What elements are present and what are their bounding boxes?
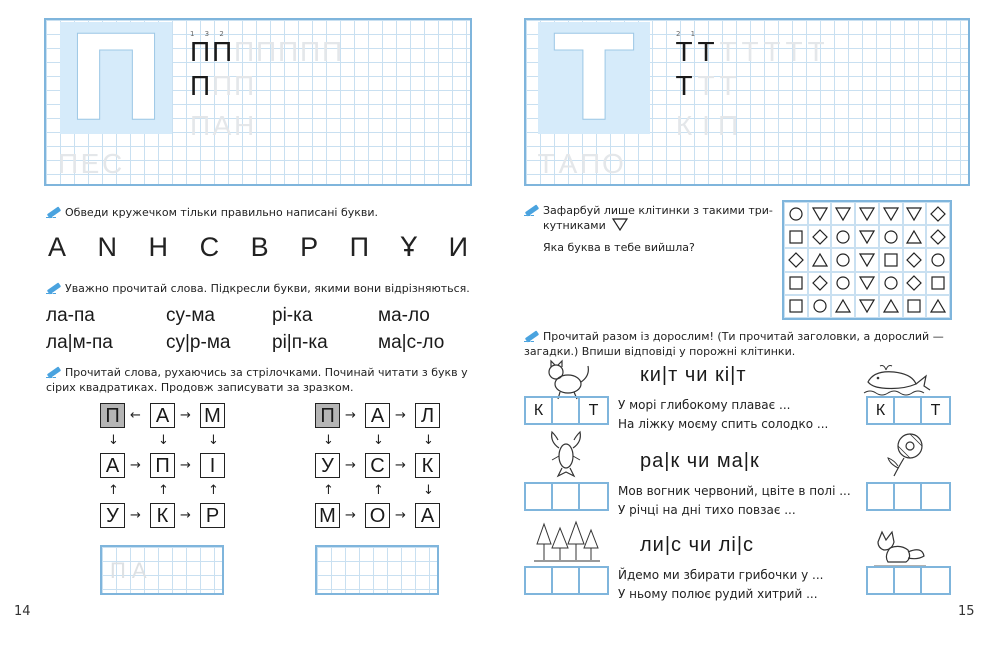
trace-letter: К [675,110,693,141]
arrow-icon: → [130,458,141,473]
trace-letter: П [234,36,255,67]
trace-letter: Т [807,36,825,67]
letter-cell: С [365,453,390,478]
shape-cell[interactable] [855,202,879,225]
answer-cell[interactable] [553,484,580,509]
crayfish-picture [544,428,588,478]
square-icon [788,298,804,314]
shape-cell[interactable] [879,295,903,318]
square-icon [788,229,804,245]
arrow-icon: → [345,408,356,423]
stroke-order-numbers: 1 3 2 [190,30,228,38]
shape-cell[interactable] [879,225,903,248]
shape-cell[interactable] [926,225,950,248]
word[interactable]: ма-ло [378,305,430,326]
circle-icon [835,252,851,268]
tri-down-icon [883,206,899,222]
letter-cell: А [365,403,390,428]
circle-icon [883,229,899,245]
riddle-line: У річці на дні тихо повзає ... [618,503,796,517]
arrow-icon: ↑ [158,483,169,498]
trace-letter: П [718,110,739,141]
trace-letter: Т [697,36,715,67]
riddle-heading: ра|к чи ма|к [640,450,760,472]
shape-cell[interactable] [831,248,855,271]
letter-option[interactable]: N [97,232,118,262]
arrow-icon: → [180,508,191,523]
answer-cell[interactable] [526,484,553,509]
answer-cell[interactable] [922,568,949,593]
tri-up-icon [812,252,828,268]
shape-cell[interactable] [784,272,808,295]
tri-down-icon [835,206,851,222]
trace-letter: П [322,36,343,67]
letter-cell: О [365,503,390,528]
square-icon [883,252,899,268]
trace-letter: П [212,70,233,101]
tri-down-icon [859,275,875,291]
arrow-icon: → [180,458,191,473]
letter-cell: А [100,453,125,478]
pencil-icon [46,282,62,294]
arrow-icon: ↓ [423,483,434,498]
shape-cell[interactable] [903,248,927,271]
arrow-icon: ↓ [208,433,219,448]
shape-cell[interactable] [903,202,927,225]
fox-picture [872,526,928,570]
word[interactable]: су-ма [166,305,215,326]
trace-letter: П [256,36,277,67]
answer-cell[interactable] [526,568,553,593]
letter-option[interactable]: В [250,232,269,262]
trace-letter: Т [741,36,759,67]
answer-cells[interactable] [866,396,951,425]
trace-letter: А [212,110,232,141]
riddle-heading: ки|т чи кі|т [640,364,747,386]
trace-letter: Т [763,36,781,67]
answer-sample: ПА [110,558,153,583]
trace-letter: А [558,148,578,179]
square-icon [930,275,946,291]
trace-letter: П [190,110,211,141]
arrow-icon: ↓ [423,433,434,448]
shape-cell[interactable] [831,202,855,225]
circle-icon [812,298,828,314]
task-question: Яка буква в тебе вийшла? [543,241,695,254]
riddle-text [618,482,851,520]
answer-cells[interactable] [866,482,951,511]
letter-option[interactable]: И [448,232,468,262]
answer-cell[interactable] [895,398,922,423]
shape-cell[interactable] [903,295,927,318]
letter-cell: К [150,503,175,528]
arrow-icon: → [395,408,406,423]
answer-cell[interactable] [868,484,895,509]
arrow-icon: → [345,508,356,523]
trace-letter: П [580,148,601,179]
trace-letter: П [278,36,299,67]
answer-box[interactable] [315,545,439,595]
trace-row [190,112,254,140]
trace-letter: Н [234,110,255,141]
square-icon [788,275,804,291]
trace-letter: Т [719,36,737,67]
letter-cell: У [315,453,340,478]
diamond-icon [812,275,828,291]
letter-option[interactable]: А [48,232,67,262]
riddle-text [618,396,828,434]
arrow-icon: ↓ [373,433,384,448]
answer-cells[interactable] [524,482,609,511]
answer-cell[interactable] [922,484,949,509]
shape-cell[interactable] [879,248,903,271]
circle-icon [835,275,851,291]
right-page [500,0,1000,650]
big-letter: Т [538,22,650,134]
answer-cell[interactable] [580,568,607,593]
arrow-icon: → [345,458,356,473]
triangle-down-icon [612,218,628,231]
word[interactable]: ла-па [46,305,95,326]
word[interactable]: ма|с-ло [378,332,445,353]
letter-cell: А [150,403,175,428]
answer-cell[interactable] [868,568,895,593]
letter-cell: У [100,503,125,528]
trace-row [674,72,738,100]
answer-cell[interactable]: Т [588,401,599,419]
circle-icon [835,229,851,245]
trace-row [190,38,342,66]
shape-cell[interactable] [855,295,879,318]
shape-cell[interactable] [926,295,950,318]
pencil-icon [524,330,540,342]
pencil-icon [46,206,62,218]
cat-picture [542,358,594,400]
poppy-picture [882,430,930,478]
page-number: 14 [14,604,31,619]
task-instruction: Уважно прочитай слова. Підкресли букви, якими вони відрізняються. [46,281,476,296]
diamond-icon [930,229,946,245]
answer-cell[interactable]: Т [930,401,941,419]
letter-cell: М [200,403,225,428]
shape-cell[interactable] [926,248,950,271]
answer-cell[interactable] [580,484,607,509]
shape-cell[interactable] [808,202,832,225]
shape-cell[interactable] [855,248,879,271]
pencil-icon [524,204,540,216]
answer-cells[interactable] [524,566,609,595]
tri-down-icon [859,298,875,314]
letter-option[interactable]: Н [148,232,169,262]
shape-cell[interactable] [784,202,808,225]
letter-cell: Л [415,403,440,428]
trace-letter: П [212,36,233,67]
shape-cell[interactable] [879,272,903,295]
letter-option[interactable]: П [349,232,370,262]
tri-up-icon [906,229,922,245]
letter-option[interactable]: С [199,232,220,262]
trace-row [536,150,622,178]
pencil-icon [46,366,62,378]
riddle-line: У ньому полює рудий хитрий ... [618,587,818,601]
answer-cell[interactable] [553,398,580,423]
letter-option[interactable]: Р [300,232,319,262]
task-instruction: Зафарбуй лише клітинки з такими три- кутниками [524,203,774,233]
shape-cell[interactable] [855,225,879,248]
trace-letter: Т [675,70,693,101]
arrow-icon: → [130,508,141,523]
arrow-icon: ↓ [108,433,119,448]
trace-row [58,150,122,178]
trace-letter: П [234,70,255,101]
trace-letter: П [190,36,211,67]
circle-icon [930,252,946,268]
shape-cell[interactable] [831,225,855,248]
shape-cell[interactable] [784,295,808,318]
trace-row [190,72,254,100]
arrow-icon: → [395,508,406,523]
answer-cells[interactable] [524,396,609,425]
word[interactable]: рі|п-ка [272,332,328,353]
riddle-text [618,566,823,604]
shape-cell[interactable] [879,202,903,225]
letters-line [48,232,468,263]
circle-icon [788,206,804,222]
tri-down-icon [859,206,875,222]
trace-letter: О [602,148,624,179]
trace-letter: П [300,36,321,67]
diamond-icon [812,229,828,245]
arrow-icon: ← [130,408,141,423]
task-instruction: Прочитай разом із дорослим! (Ти прочитай заголовки, а дорослий — загадки.) Впиши відповіді у порожні клітинки. [524,330,944,358]
trace-letter: Е [80,148,100,179]
tri-up-icon [930,298,946,314]
letter-cell: П [150,453,175,478]
word[interactable]: рі-ка [272,305,313,326]
start-letter-cell: П [315,403,340,428]
tri-down-icon [906,206,922,222]
arrow-icon: ↑ [208,483,219,498]
shape-cell[interactable] [903,272,927,295]
start-letter-cell: П [100,403,125,428]
trace-letter: Т [785,36,803,67]
trace-row [674,38,826,66]
trace-letter: Т [675,36,693,67]
answer-cell[interactable] [895,568,922,593]
square-icon [906,298,922,314]
trace-letter: Т [697,70,715,101]
shape-cell[interactable] [855,272,879,295]
riddle-heading: ли|с чи лі|с [640,534,755,556]
letter-option[interactable]: Ұ [400,232,418,263]
shape-cell[interactable] [903,225,927,248]
shape-cell[interactable] [808,225,832,248]
letter-cell: К [415,453,440,478]
letter-cell: М [315,503,340,528]
shape-cell[interactable] [784,248,808,271]
arrow-icon: ↑ [323,483,334,498]
word[interactable]: су|р-ма [166,332,231,353]
arrow-icon: ↑ [108,483,119,498]
answer-cells[interactable] [866,566,951,595]
stroke-order-numbers: 2 1 [676,30,700,38]
shape-cell[interactable] [831,295,855,318]
shape-cell[interactable] [831,272,855,295]
letter-cell: А [415,503,440,528]
arrow-icon: → [395,458,406,473]
diamond-icon [906,252,922,268]
letter-cell: І [200,453,225,478]
diamond-icon [930,206,946,222]
tri-down-icon [859,229,875,245]
shape-cell[interactable] [808,295,832,318]
answer-cell[interactable]: К [526,398,553,423]
diamond-icon [906,275,922,291]
trace-letter: Т [537,148,555,179]
arrow-icon: ↓ [323,433,334,448]
page-number: 15 [958,604,975,619]
trace-letter: І [702,110,710,141]
shapes-grid [782,200,952,320]
whale-picture [862,362,932,398]
trace-row [674,112,738,140]
tri-up-icon [883,298,899,314]
circle-icon [883,275,899,291]
word[interactable]: ла|м-па [46,332,113,353]
answer-cell[interactable]: К [868,398,895,423]
arrow-icon: → [180,408,191,423]
tri-down-icon [859,252,875,268]
shape-cell[interactable] [926,202,950,225]
task-instruction: Обведи кружечком тільки правильно написані букви. [46,205,476,220]
riddle-line: У морі глибокому плаває ... [618,398,791,412]
diamond-icon [788,252,804,268]
trace-letter: П [58,148,79,179]
riddle-line: Йдемо ми збирати грибочки у ... [618,568,824,582]
trace-letter: Т [719,70,737,101]
riddle-line: На ліжку моєму спить солодко ... [618,417,829,431]
letter-cell: Р [200,503,225,528]
shape-cell[interactable] [808,272,832,295]
shape-cell[interactable] [926,272,950,295]
tri-up-icon [835,298,851,314]
answer-cell[interactable] [553,568,580,593]
big-letter: П [60,22,172,134]
trace-letter: П [190,70,211,101]
arrow-icon: ↓ [158,433,169,448]
task-instruction: Прочитай слова, рухаючись за стрілочками. Починай читати з букв у сірих квадратиках. Продовж записувати за зразком. [46,366,468,394]
shape-cell[interactable] [784,225,808,248]
forest-picture [534,520,600,566]
riddle-line: Мов вогник червоний, цвіте в полі ... [618,484,851,498]
answer-cell[interactable] [895,484,922,509]
arrow-icon: ↑ [373,483,384,498]
shape-cell[interactable] [808,248,832,271]
tri-down-icon [812,206,828,222]
trace-letter: С [102,148,123,179]
